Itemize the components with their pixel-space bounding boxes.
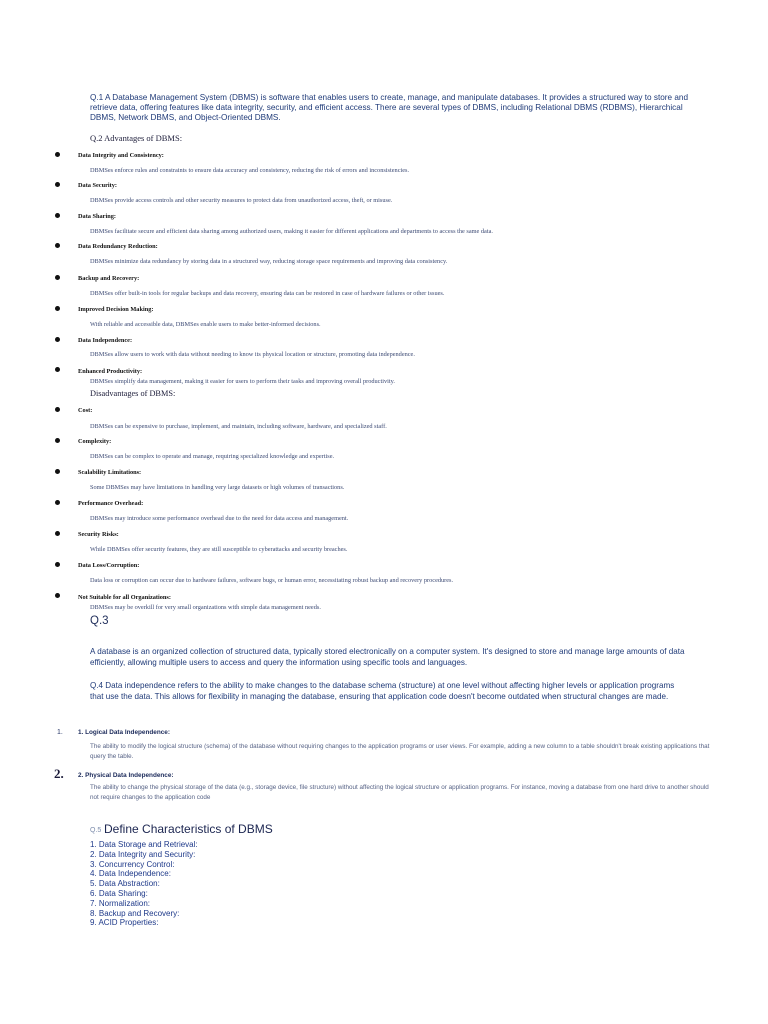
- advantage-title: Improved Decision Making:: [78, 306, 154, 313]
- bullet-icon: [55, 182, 60, 187]
- bullet-icon: [55, 500, 60, 505]
- advantage-desc: DBMSes simplify data management, making it easier for users to perform their tasks and improving overall productivity.: [90, 378, 395, 385]
- characteristics-list: [90, 840, 198, 928]
- advantage-desc: DBMSes facilitate secure and efficient data sharing among authorized users, making it easier for different applications and departments to access the same data.: [90, 228, 493, 235]
- disadvantage-desc: Data loss or corruption can occur due to hardware failures, software bugs, or human error, necessitating robust backup and recovery procedures.: [90, 577, 454, 584]
- bullet-icon: [55, 469, 60, 474]
- disadvantage-desc: DBMSes can be complex to operate and manage, requiring specialized knowledge and expertise.: [90, 453, 335, 460]
- advantage-title: Data Redundancy Reduction:: [78, 243, 158, 250]
- bullet-icon: [55, 213, 60, 218]
- disadvantage-title: Performance Overhead:: [78, 500, 144, 507]
- q3-heading: Q.3: [90, 615, 109, 627]
- disadvantage-desc: While DBMSes offer security features, they are still susceptible to cyberattacks and security breaches.: [90, 546, 348, 553]
- bullet-icon: [55, 593, 60, 598]
- bullet-icon: [55, 407, 60, 412]
- advantage-desc: DBMSes provide access controls and other security measures to protect data from unauthorized access, theft, or misuse.: [90, 197, 393, 204]
- disadvantage-title: Complexity:: [78, 438, 112, 445]
- disadvantage-desc: DBMSes may be overkill for very small organizations with simple data management needs.: [90, 604, 321, 611]
- q4-paragraph: Q.4 Data independence refers to the ability to make changes to the database schema (structure) at one level without affecting higher levels or application programs that use the data. This allows for flexibility in managing the database, ensuring that application code doesn't become outdated when structural changes are made.: [90, 681, 675, 701]
- q5-title: Define Characteristics of DBMS: [104, 822, 273, 836]
- disadvantage-title: Cost:: [78, 407, 93, 414]
- advantage-desc: DBMSes enforce rules and constraints to ensure data accuracy and consistency, reducing the risk of errors and inconsistencies.: [90, 167, 410, 174]
- list-number: 1.: [57, 729, 63, 736]
- advantage-title: Enhanced Productivity:: [78, 368, 143, 375]
- bullet-icon: [55, 531, 60, 536]
- physical-independence-title: 2. Physical Data Independence:: [78, 772, 174, 779]
- disadvantage-title: Data Loss/Corruption:: [78, 562, 140, 569]
- physical-independence-desc: The ability to change the physical storage of the data (e.g., storage device, file structure) without affecting the logical structure or application programs. For instance, moving a database from one hard drive to another should not require changes to the application code: [90, 784, 709, 801]
- list-item: 1. Data Storage and Retrieval:: [90, 840, 198, 849]
- disadvantage-title: Scalability Limitations:: [78, 469, 142, 476]
- advantage-title: Data Sharing:: [78, 213, 116, 220]
- bullet-icon: [55, 562, 60, 567]
- logical-independence-title: 1. Logical Data Independence:: [78, 729, 170, 736]
- advantage-desc: DBMSes minimize data redundancy by storing data in a structured way, reducing storage space requirements and improving data consistency.: [90, 258, 448, 265]
- bullet-icon: [55, 152, 60, 157]
- disadvantage-title: Not Suitable for all Organizations:: [78, 594, 171, 601]
- bullet-icon: [55, 438, 60, 443]
- list-item: 9. ACID Properties:: [90, 918, 159, 928]
- list-item: 7. Normalization:: [90, 898, 151, 908]
- bullet-icon: [55, 306, 60, 311]
- q1-paragraph: Q.1 A Database Management System (DBMS) is software that enables users to create, manage, and manipulate databases. It provides a structured way to store and retrieve data, offering features like data integrity, security, and efficient access. There are several types of DBMS, including Relational DBMS (RDBMS), Hierarchical DBMS, Network DBMS, and Object-Oriented DBMS.: [90, 93, 689, 122]
- q3-paragraph: A database is an organized collection of structured data, typically stored electronically on a computer system. It's designed to store and manage large amounts of data efficiently, allowing multiple users to access and query the information using specific tools and languages.: [90, 647, 685, 667]
- disadvantages-heading: Disadvantages of DBMS:: [90, 389, 176, 398]
- disadvantage-desc: DBMSes can be expensive to purchase, implement, and maintain, including software, hardware, and specialized staff.: [90, 423, 387, 430]
- list-item: 2. Data Integrity and Security:: [90, 849, 196, 859]
- advantage-title: Data Independence:: [78, 337, 133, 344]
- advantage-title: Data Security:: [78, 182, 117, 189]
- list-number: 2.: [54, 766, 64, 781]
- logical-independence-desc: The ability to modify the logical structure (schema) of the database without requiring changes to the application programs or user views. For example, adding a new column to a table shouldn't break existing applications that query the table.: [90, 743, 710, 760]
- disadvantage-desc: DBMSes may introduce some performance overhead due to the need for data access and management.: [90, 515, 349, 522]
- list-item: 3. Concurrency Control:: [90, 859, 175, 869]
- list-item: 4. Data Independence:: [90, 869, 171, 879]
- disadvantage-title: Security Risks:: [78, 531, 119, 538]
- q5-label: Q.5: [90, 827, 102, 834]
- bullet-icon: [55, 367, 60, 372]
- list-item: 5. Data Abstraction:: [90, 879, 160, 889]
- bullet-icon: [55, 337, 60, 342]
- advantage-desc: DBMSes offer built-in tools for regular backups and data recovery, ensuring data can be restored in case of hardware failures or other issues.: [90, 290, 445, 297]
- advantage-desc: DBMSes allow users to work with data without needing to know its physical location or structure, promoting data independence.: [90, 351, 415, 358]
- disadvantage-desc: Some DBMSes may have limitations in handling very large datasets or high volumes of transactions.: [90, 484, 345, 491]
- advantage-desc: With reliable and accessible data, DBMSes enable users to make better-informed decisions.: [90, 321, 321, 328]
- q2-heading: Q.2 Advantages of DBMS:: [90, 133, 183, 143]
- list-item: 6. Data Sharing:: [90, 888, 148, 898]
- advantage-title: Backup and Recovery:: [78, 275, 140, 282]
- bullet-icon: [55, 243, 60, 248]
- bullet-icon: [55, 275, 60, 280]
- advantage-title: Data Integrity and Consistency:: [78, 152, 164, 159]
- list-item: 8. Backup and Recovery:: [90, 908, 180, 918]
